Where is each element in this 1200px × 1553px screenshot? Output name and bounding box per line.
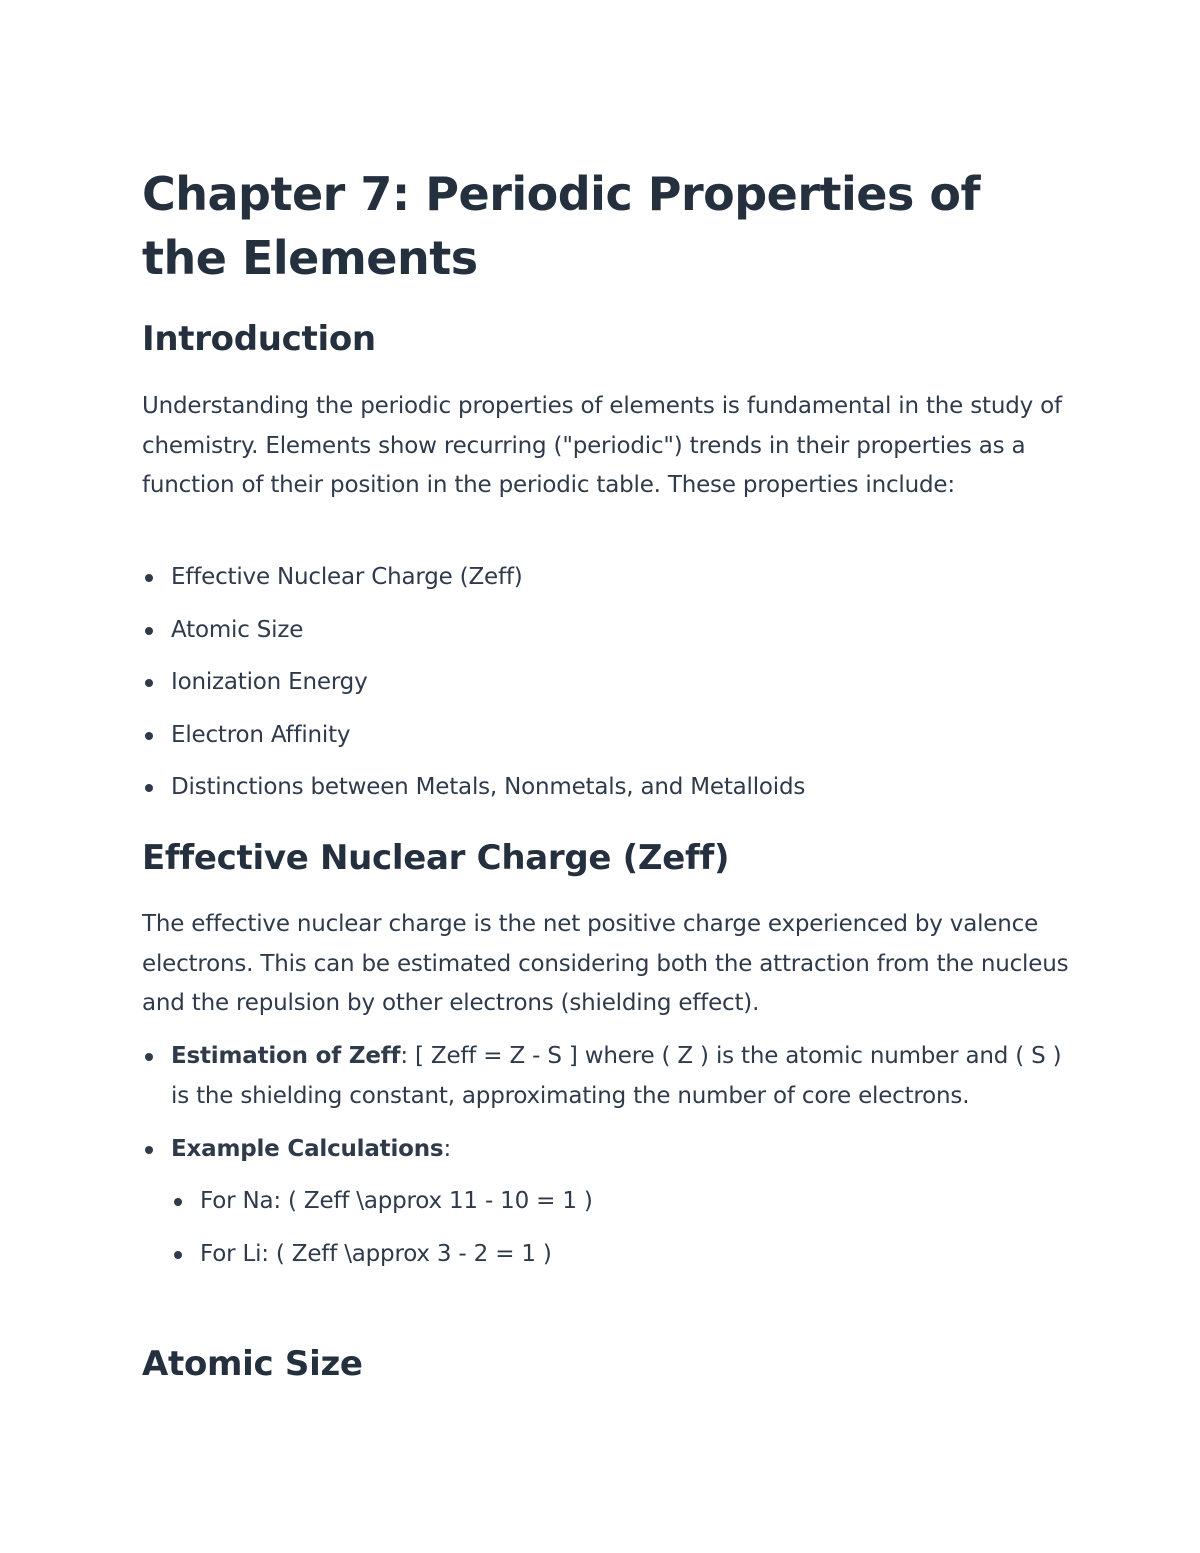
bullet-icon: [145, 574, 153, 582]
heading-effective-nuclear-charge: Effective Nuclear Charge (Zeff): [142, 838, 730, 878]
bullet-icon: [145, 1146, 153, 1154]
properties-list: [142, 558, 1072, 821]
list-item: For Na: ( Zeff \approx 11 - 10 = 1 ): [171, 1182, 1101, 1235]
list-item-estimation: [142, 1037, 1072, 1116]
list-item: For Li: ( Zeff \approx 3 - 2 = 1 ): [171, 1235, 1101, 1288]
bullet-icon: [145, 627, 153, 635]
bullet-icon: [145, 784, 153, 792]
list-item: Ionization Energy: [142, 663, 1072, 716]
bullet-icon: [174, 1198, 182, 1206]
list-item: Electron Affinity: [142, 716, 1072, 769]
bullet-icon: [145, 1053, 153, 1061]
bullet-icon: [145, 732, 153, 740]
bullet-icon: [174, 1251, 182, 1259]
heading-atomic-size: Atomic Size: [142, 1344, 363, 1384]
zeff-list: [142, 1037, 1072, 1302]
estimation-label: Estimation of Zeff: [171, 1043, 401, 1069]
introduction-paragraph: Understanding the periodic properties of elements is fundamental in the study of chemistry. Elements show recurring ("periodic") trends in their properties as a function of their position in the periodic table. These properties include:: [142, 393, 1062, 498]
page-title: Chapter 7: Periodic Properties of the Elements: [142, 167, 981, 285]
bullet-icon: [145, 679, 153, 687]
list-item: Distinctions between Metals, Nonmetals, and Metalloids: [142, 768, 1072, 821]
list-item-examples: Example Calculations: For Na: ( Zeff \approx 11 - 10 = 1 ) For Li: ( Zeff \approx 3 - 2 = 1 ): [142, 1130, 1072, 1289]
zeff-paragraph: The effective nuclear charge is the net positive charge experienced by valence electrons. This can be estimated considering both the attraction from the nucleus and the repulsion by other electrons (shielding effect).: [142, 911, 1069, 1016]
list-item: Effective Nuclear Charge (Zeff): [142, 558, 1072, 611]
examples-label: Example Calculations: [171, 1135, 444, 1162]
examples-list: [171, 1182, 1101, 1288]
estimation-text: : [ Zeff = Z - S ] where ( Z ) is the atomic number and ( S ) is the shielding constant, approximating the number of core electrons.: [171, 1043, 1062, 1109]
list-item: Atomic Size: [142, 611, 1072, 664]
heading-introduction: Introduction: [142, 319, 376, 359]
